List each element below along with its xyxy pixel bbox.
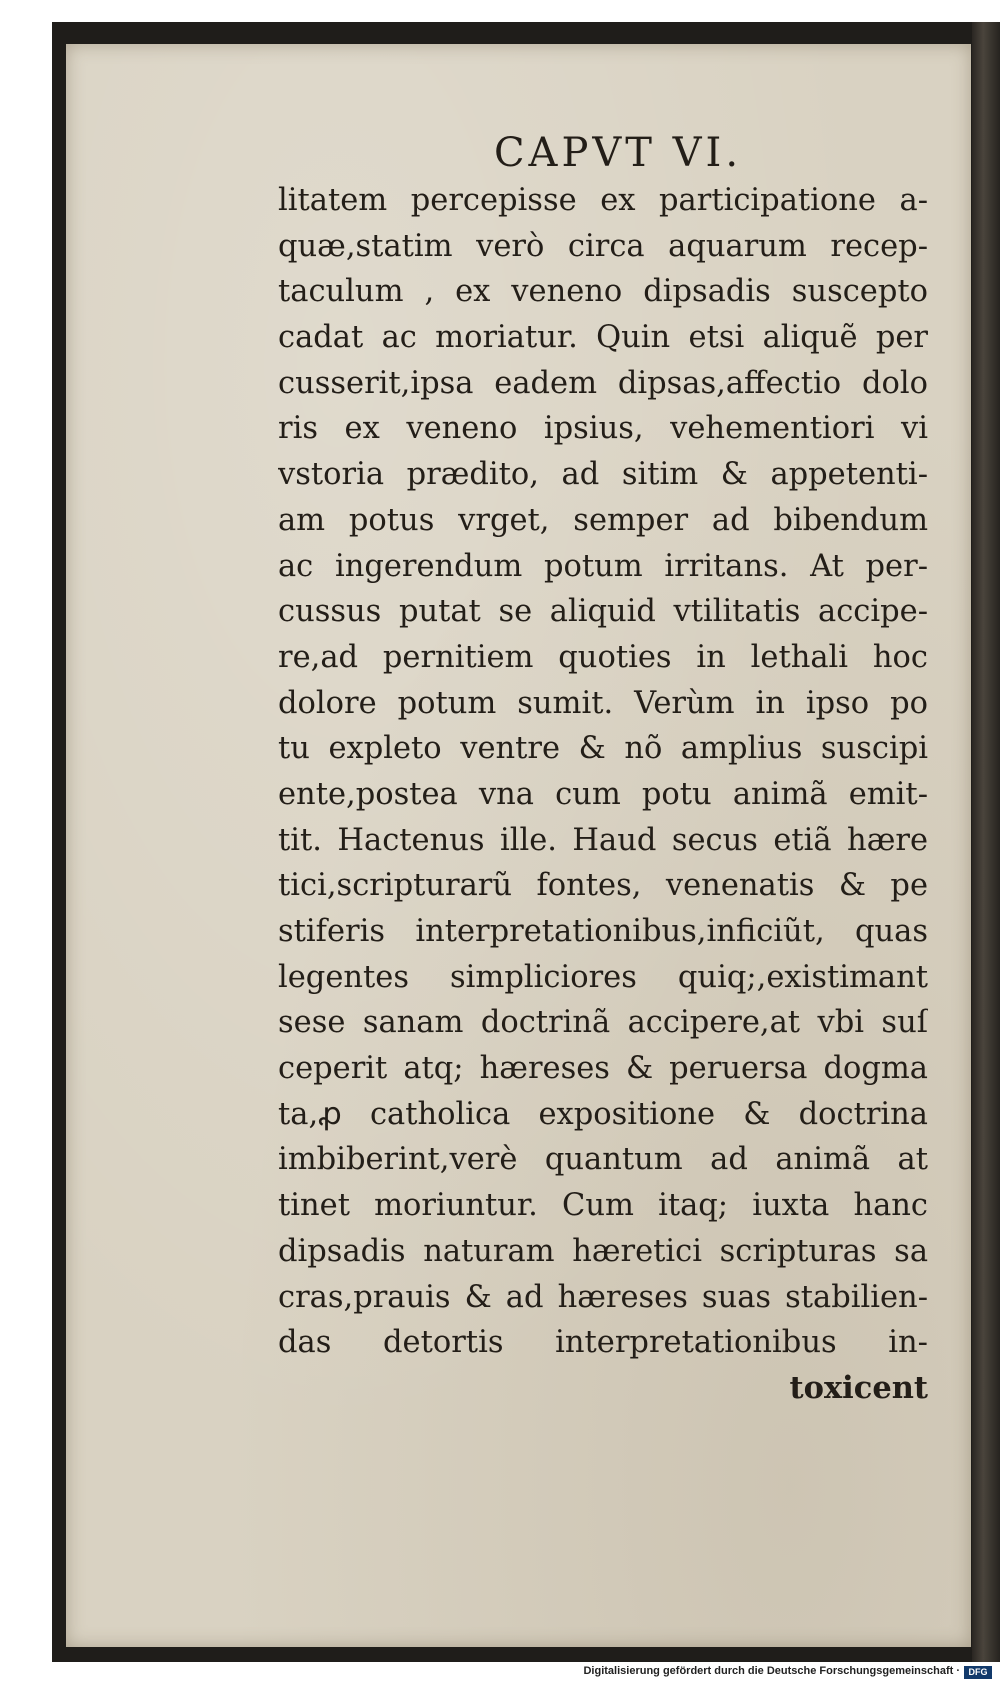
text-line: legentes simpliciores quiq;,existimant	[278, 959, 928, 995]
text-line: stiferis interpretationibus,inficiũt, quas	[278, 914, 928, 949]
text-line: cras,prauis & ad hæreses suas stabilien-	[278, 1279, 928, 1315]
text-line: ac ingerendum potum irritans. At per-	[278, 548, 928, 584]
text-line: quæ,statim verò circa aquarum recep-	[278, 228, 928, 264]
text-line: imbiberint,verè quantum ad animã at	[278, 1142, 928, 1178]
text-line: ta,ꝓ catholica expositione & doctrina	[278, 1096, 928, 1132]
text-line: dolore potum sumit. Verùm in ipso po	[278, 685, 928, 721]
running-head: CAPVT VI.	[493, 130, 743, 176]
text-line: am potus vrget, semper ad bibendum	[278, 502, 928, 538]
text-line: tit. Hactenus ille. Haud secus etiã hære	[278, 822, 928, 858]
text-line: litatem percepisse ex participatione a-	[278, 183, 928, 218]
text-lines	[278, 178, 938, 1366]
book-binding-edge	[972, 22, 1000, 1662]
text-line: cussus putat se aliquid vtilitatis accipe-	[278, 594, 928, 630]
text-line: tu expleto ventre & nõ amplius suscipi	[278, 731, 928, 767]
catchword: toxicent	[789, 1369, 928, 1406]
page-text-block	[278, 128, 938, 1412]
text-line: sese sanam doctrinã accipere,at vbi suſ	[278, 1005, 928, 1041]
funding-credit: Digitalisierung gefördert durch die Deutsche Forschungsgemeinschaft ·	[583, 1665, 960, 1677]
text-line: cadat ac moriatur. Quin etsi aliquẽ per	[278, 320, 928, 356]
text-line: cusserit,ipsa eadem dipsas,affectio dolo	[278, 365, 928, 401]
text-line: das detortis interpretationibus in-	[278, 1325, 928, 1361]
text-line: vstoria prædito, ad sitim & appetenti-	[278, 457, 928, 493]
footer-bar	[0, 1663, 1000, 1683]
text-line: ente,postea vna cum potu animã emit-	[278, 776, 928, 812]
text-line: ris ex veneno ipsius, vehementiori vi	[278, 411, 928, 447]
text-line: tici,scripturarũ fontes, venenatis & pe	[278, 868, 928, 904]
text-line: dipsadis naturam hæretici scripturas sa	[278, 1233, 928, 1269]
dfg-logo: DFG	[964, 1666, 992, 1679]
text-line: ceperit atq; hæreses & peruersa dogma	[278, 1051, 928, 1087]
text-line: tinet moriuntur. Cum itaq; iuxta hanc	[278, 1188, 928, 1224]
text-line: re,ad pernitiem quoties in lethali hoc	[278, 639, 928, 675]
text-line: taculum , ex veneno dipsadis susceptо	[278, 274, 928, 310]
